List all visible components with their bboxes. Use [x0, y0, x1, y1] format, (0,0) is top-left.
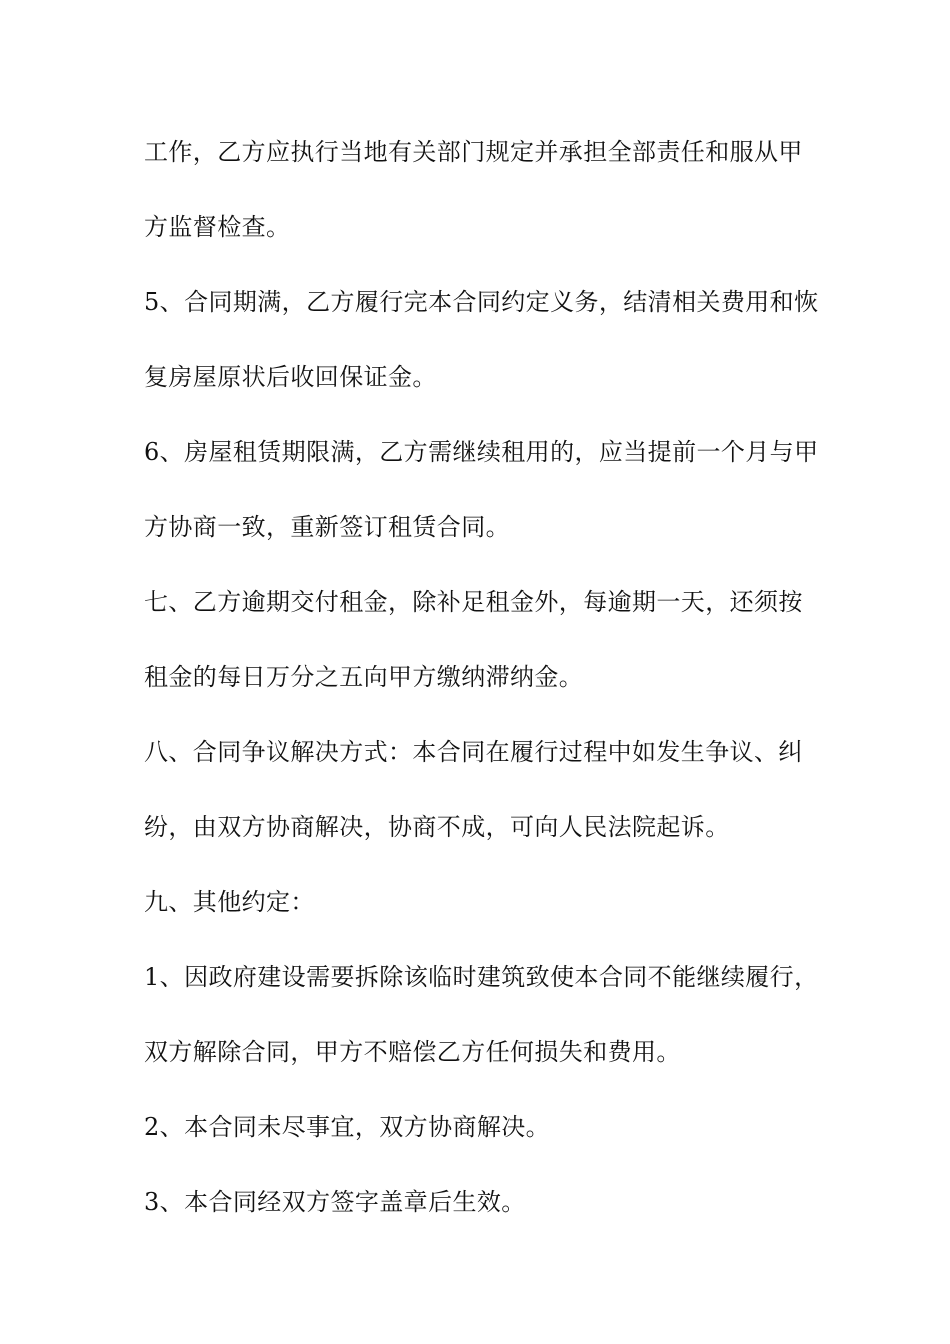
text-line: 双方解除合同，甲方不赔偿乙方任何损失和费用。: [144, 1038, 681, 1066]
text-line: 复房屋原状后收回保证金。: [144, 363, 437, 391]
text-line: 工作，乙方应执行当地有关部门规定并承担全部责任和服从甲: [144, 138, 803, 166]
text-line: 方监督检查。: [144, 213, 291, 241]
clause-3-line: 3、本合同经双方签字盖章后生效。: [144, 1188, 526, 1216]
text-line: 方协商一致，重新签订租赁合同。: [144, 513, 510, 541]
clause-5-line: 5、合同期满，乙方履行完本合同约定义务，结清相关费用和恢: [144, 288, 819, 316]
section-8-line: 八、合同争议解决方式：本合同在履行过程中如发生争议、纠: [144, 738, 803, 766]
section-9-heading: 九、其他约定：: [144, 888, 315, 916]
text-line: 纷，由双方协商解决，协商不成，可向人民法院起诉。: [144, 813, 730, 841]
clause-2-line: 2、本合同未尽事宜，双方协商解决。: [144, 1113, 551, 1141]
section-7-line: 七、乙方逾期交付租金，除补足租金外，每逾期一天，还须按: [144, 588, 803, 616]
clause-6-line: 6、房屋租赁期限满，乙方需继续租用的，应当提前一个月与甲: [144, 438, 819, 466]
clause-1-line: 1、因政府建设需要拆除该临时建筑致使本合同不能继续履行，: [144, 963, 819, 991]
text-line: 租金的每日万分之五向甲方缴纳滞纳金。: [144, 663, 584, 691]
